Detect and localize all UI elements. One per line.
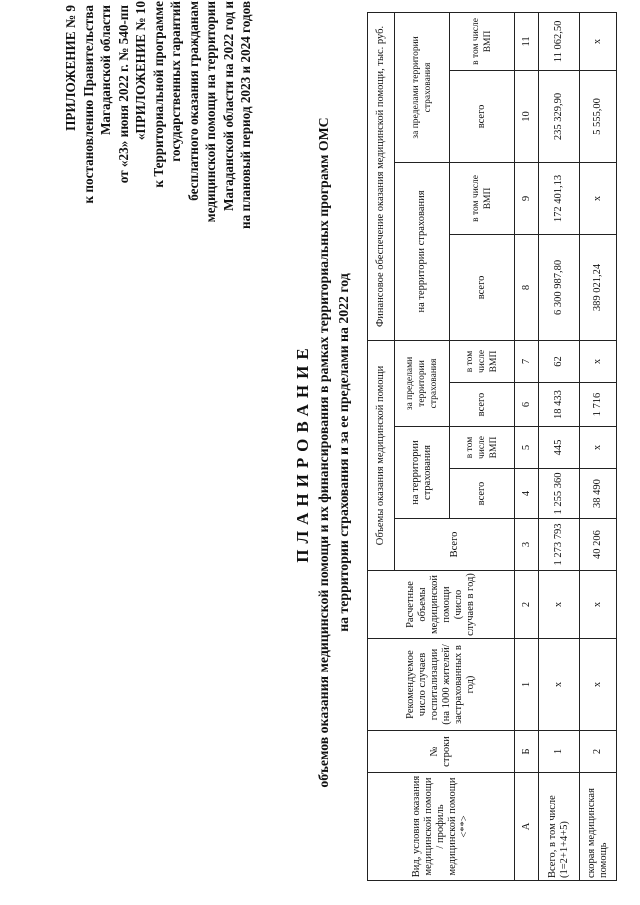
territorial-title: «ПРИЛОЖЕНИЕ № 10 [133, 1, 148, 141]
header-incl-vmp: в том числе ВМП [449, 340, 514, 382]
appendix-line: от «23» июня 2022 г. № 540-пп [115, 5, 131, 184]
volume-in-vmp-cell: 445 [539, 427, 580, 469]
header-all: всего [449, 383, 514, 427]
header-financing: Финансовое обеспечение оказания медицинской помощи, тыс. руб. [368, 12, 395, 340]
index-cell: А [514, 773, 538, 881]
index-cell: 11 [514, 12, 538, 70]
finance-in-vmp-cell: 172 401,13 [539, 162, 580, 234]
territorial-line: к Территориальной программе [150, 1, 166, 188]
volume-in-vmp-cell: х [580, 427, 617, 469]
appendix-line: Магаданской области [98, 5, 113, 136]
territorial-line: государственных гарантий [168, 1, 183, 162]
index-cell: 1 [514, 639, 538, 731]
index-cell: 4 [514, 469, 538, 519]
header-all: всего [449, 70, 514, 162]
row-label: скорая медицинская помощь [580, 773, 617, 881]
index-cell: 10 [514, 70, 538, 162]
finance-out-all-cell: 5 555,00 [580, 70, 617, 162]
table-row [580, 12, 617, 880]
index-cell: 6 [514, 383, 538, 427]
header-in-territory: на территории страхования [395, 427, 449, 519]
header-outside-territory: за пределами территории страхования [395, 12, 449, 162]
index-row [514, 12, 538, 880]
index-cell: 5 [514, 427, 538, 469]
row-number: 1 [539, 731, 580, 773]
volume-out-all-cell: 18 433 [539, 383, 580, 427]
header-incl-vmp: в том числе ВМП [449, 162, 514, 234]
index-cell: 8 [514, 234, 538, 340]
header-incl-vmp: в том числе ВМП [449, 12, 514, 70]
volume-in-all-cell: 1 255 360 [539, 469, 580, 519]
finance-in-vmp-cell: х [580, 162, 617, 234]
volume-out-vmp-cell: 62 [539, 340, 580, 382]
volume-out-vmp-cell: х [580, 340, 617, 382]
row-label: Всего, в том числе (1=2+1+4+5) [539, 773, 580, 881]
index-cell: 2 [514, 571, 538, 639]
recommended-cell: х [539, 639, 580, 731]
plan-subtitle: объемов оказания медицинской помощи и их финансирования в рамках территориальных программ ОМС [316, 117, 331, 788]
recommended-cell: х [580, 639, 617, 731]
territorial-line: медицинской помощи на территории [203, 1, 218, 223]
header-recommended: Рекомендуемое число случаев госпитализации (на 1000 жителей/ застрахованных в год) [368, 639, 515, 731]
header-calculated: Расчетные объемы медицинской помощи (число случаев в год) [368, 571, 515, 639]
header-in-territory: на территории страхования [395, 162, 449, 340]
finance-in-all-cell: 389 021,24 [580, 234, 617, 340]
header-row-no: № строки [368, 731, 515, 773]
territorial-program-block [132, 1, 255, 305]
appendix-block [62, 5, 132, 285]
index-cell: 3 [514, 519, 538, 571]
finance-out-vmp-cell: х [580, 12, 617, 70]
finance-in-all-cell: 6 300 987,80 [539, 234, 580, 340]
territorial-line: Магаданской области на 2022 год и [220, 1, 236, 211]
plan-subtitle: на территории страхования и за ее пределами на 2022 год [336, 273, 351, 632]
territorial-line: на плановый период 2023 и 2024 годов [238, 1, 253, 229]
index-cell: Б [514, 731, 538, 773]
row-number: 2 [580, 731, 617, 773]
index-cell: 9 [514, 162, 538, 234]
finance-out-all-cell: 235 329,90 [539, 70, 580, 162]
planning-table [367, 12, 617, 881]
calculated-cell: х [580, 571, 617, 639]
volume-in-all-cell: 38 490 [580, 469, 617, 519]
header-outside-territory: за пределами территории страхования [395, 340, 449, 426]
volume-total-cell: 40 206 [580, 519, 617, 571]
volume-total-cell: 1 273 793 [539, 519, 580, 571]
index-cell: 7 [514, 340, 538, 382]
finance-out-vmp-cell: 11 062,50 [539, 12, 580, 70]
appendix-line: к постановлению Правительства [80, 5, 96, 204]
header-all: всего [449, 469, 514, 519]
header-type: Вид, условия оказания медицинской помощи / профиль медицинской помощи <**> [368, 773, 515, 881]
header-volumes: Объемы оказания медицинской помощи [368, 340, 395, 570]
plan-title: ПЛАНИРОВАНИЕ [293, 342, 312, 563]
header-all: всего [449, 234, 514, 340]
volume-out-all-cell: 1 716 [580, 383, 617, 427]
header-incl-vmp: в том числе ВМП [449, 427, 514, 469]
appendix-title: ПРИЛОЖЕНИЕ № 9 [63, 5, 78, 131]
header-total: Всего [395, 519, 515, 571]
territorial-line: бесплатного оказания гражданам [185, 1, 201, 201]
table-row [539, 12, 580, 880]
calculated-cell: х [539, 571, 580, 639]
